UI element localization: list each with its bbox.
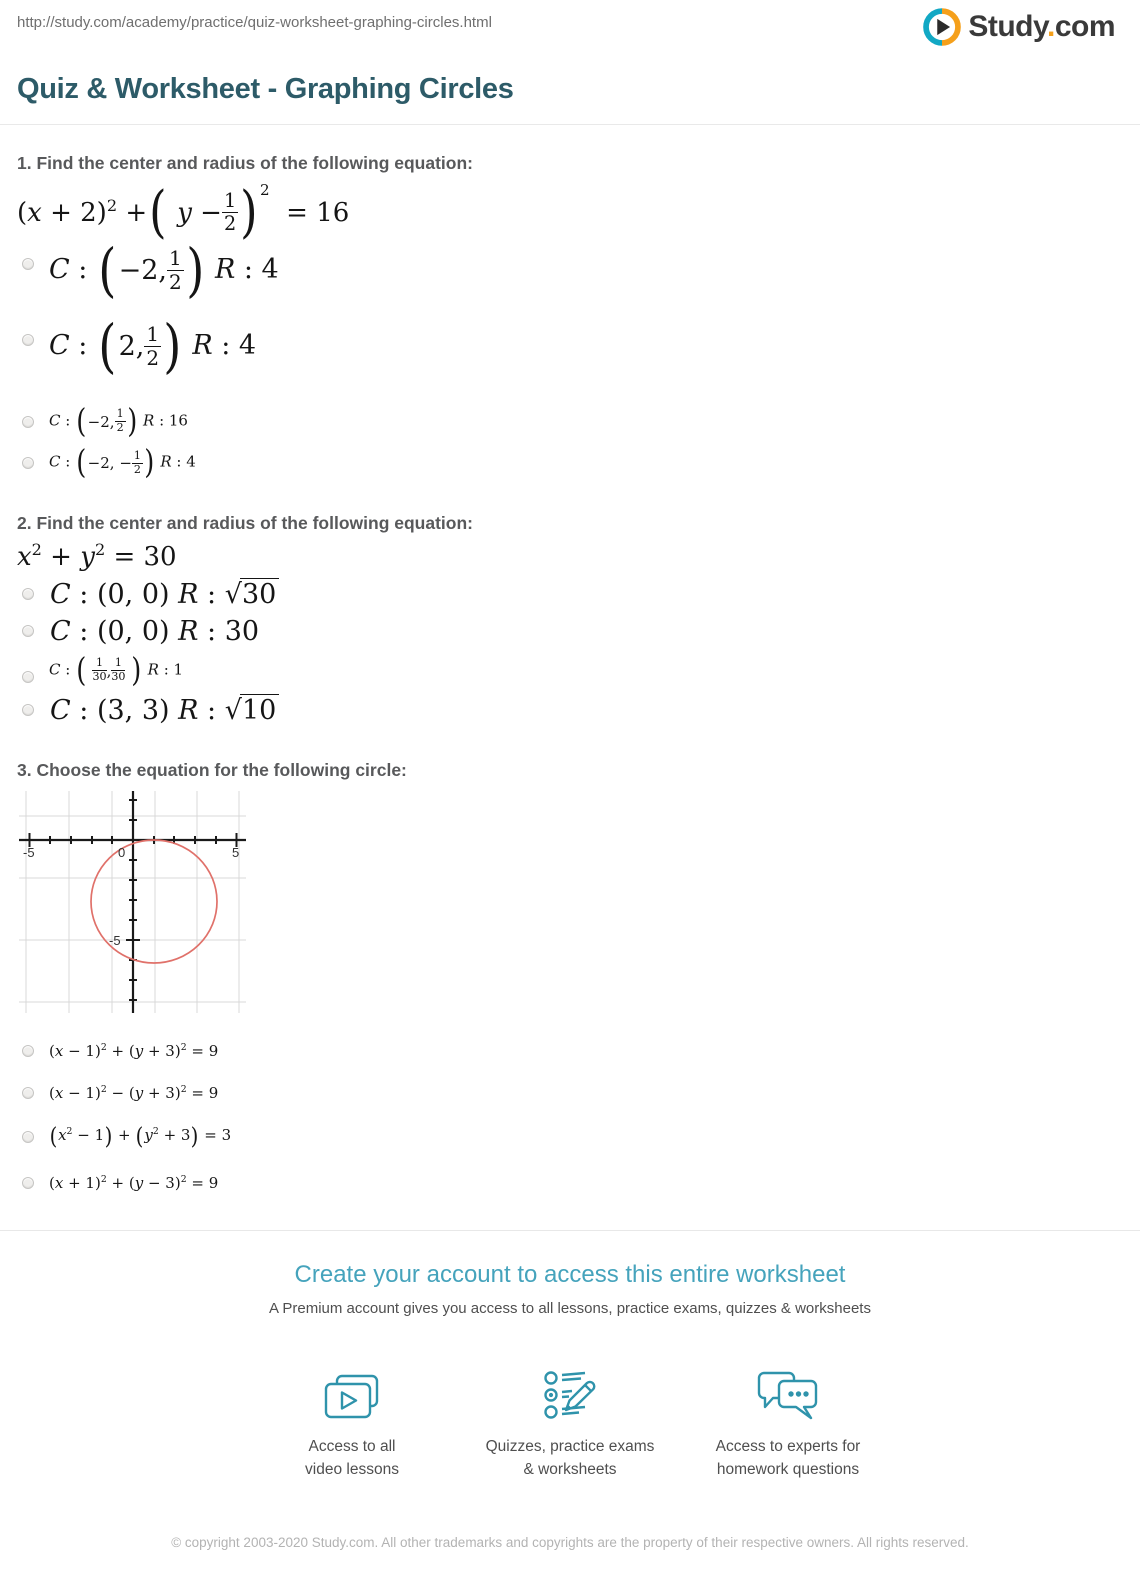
- question-3: [17, 760, 1123, 1192]
- q2-option-3-radio[interactable]: [22, 671, 34, 683]
- q3-option-4-math: $(x + 1)^2 + (y - 3)^2 = 9$: [49, 1174, 219, 1193]
- q1-option-3: [22, 402, 1123, 440]
- q1-option-3-radio[interactable]: [22, 416, 34, 428]
- q3-option-1-radio[interactable]: [22, 1045, 34, 1057]
- account-cta-heading[interactable]: Create your account to access this entire worksheet: [294, 1261, 846, 1289]
- q1-option-1: [22, 236, 1123, 318]
- account-cta-section: [0, 1230, 1140, 1554]
- homework-experts-icon: [679, 1361, 897, 1423]
- q2-option-2-radio[interactable]: [22, 625, 34, 637]
- circle-graph: [17, 789, 1123, 1020]
- q1-option-4-radio[interactable]: [22, 457, 34, 469]
- url-text: http://study.com/academy/practice/quiz-worksheet-graphing-circles.html: [17, 14, 492, 31]
- question-2-prompt: 2. Find the center and radius of the following equation:: [17, 512, 473, 533]
- q3-option-4-radio[interactable]: [22, 1177, 34, 1189]
- y-axis-min-label: -5: [109, 933, 121, 949]
- q3-option-1: [22, 1042, 1123, 1060]
- question-3-prompt: 3. Choose the equation for the following circle:: [17, 760, 407, 781]
- x-axis-min-label: -5: [23, 845, 35, 861]
- q3-option-3-radio[interactable]: [22, 1131, 34, 1143]
- q3-option-2-math: $(x - 1)^2 - (y + 3)^2 = 9$: [49, 1084, 219, 1103]
- q2-option-4-radio[interactable]: [22, 704, 34, 716]
- q3-option-3-math: $(x^2 - 1) + (y^2 + 3) = 3$: [49, 1123, 232, 1151]
- page-header: [0, 0, 1140, 43]
- feature-quizzes-worksheets: [461, 1361, 679, 1481]
- studycom-logo-icon: [923, 8, 961, 46]
- q2-option-1-radio[interactable]: [22, 588, 34, 600]
- q3-option-2-radio[interactable]: [22, 1087, 34, 1099]
- q2-option-4: [22, 694, 1123, 726]
- q3-option-4: [22, 1174, 1123, 1192]
- q3-option-3: [22, 1123, 1123, 1151]
- video-lessons-icon: [243, 1361, 461, 1423]
- q1-option-2-math: C : ( 2, $\frac{1}{2}$ ) R : 4: [49, 312, 257, 380]
- origin-label: 0: [118, 845, 126, 861]
- q1-option-2-radio[interactable]: [22, 334, 34, 346]
- studycom-logo[interactable]: [923, 8, 1115, 46]
- q1-option-2: [22, 312, 1123, 394]
- feature-video-lessons: [243, 1361, 461, 1481]
- feature-quizzes-worksheets-label: Quizzes, practice exams & worksheets: [485, 1438, 655, 1478]
- question-2: [17, 513, 1123, 726]
- features-row: [0, 1361, 1140, 1481]
- question-1-prompt: 1. Find the center and radius of the following equation:: [17, 153, 473, 173]
- title-divider: [0, 124, 1140, 125]
- q1-option-4-math: C : ( −2, − $\frac{1}{2}$ ) R : 4: [49, 443, 196, 482]
- q1-option-1-math: C : ( −2, $\frac{1}{2}$ ) R : 4: [49, 236, 279, 304]
- question-1-equation: $(x + 2)^2$ + ( y − $\frac{1}{2}$ ) $^2$ = 16: [17, 180, 350, 246]
- q3-option-1-math: $(x - 1)^2 + (y + 3)^2 = 9$: [49, 1042, 219, 1061]
- q2-option-3: [22, 650, 1123, 689]
- account-cta-subheading: A Premium account gives you access to all lessons, practice exams, quizzes & worksheets: [269, 1300, 871, 1318]
- q2-option-4-math: C : (3, 3) R : √10: [50, 694, 279, 726]
- q1-option-3-math: C : ( −2, $\frac{1}{2}$ ) R : 16: [49, 402, 188, 440]
- x-axis-max-label: 5: [232, 845, 240, 861]
- quizzes-worksheets-icon: [461, 1361, 679, 1423]
- logo-text: Study.com: [968, 10, 1115, 43]
- page-title: Quiz & Worksheet - Graphing Circles: [17, 73, 514, 105]
- q3-option-2: [22, 1084, 1123, 1102]
- q2-option-2: [22, 616, 1123, 647]
- feature-homework-experts-label: Access to experts for homework questions: [715, 1438, 861, 1478]
- q1-option-1-radio[interactable]: [22, 258, 34, 270]
- feature-video-lessons-label: Access to all video lessons: [305, 1438, 399, 1478]
- q2-option-1-math: C : (0, 0) R : √30: [50, 578, 279, 610]
- q2-option-1: [22, 578, 1123, 610]
- q2-option-2-math: C : (0, 0) R : 30: [50, 615, 260, 647]
- question-1: [17, 153, 1123, 482]
- copyright-text: © copyright 2003-2020 Study.com. All other trademarks and copyrights are the property of their respective owners. All rights reserved.: [171, 1535, 969, 1551]
- q1-option-4: [22, 443, 1123, 482]
- question-2-equation: $x^2 + y^2 = 30$: [17, 539, 177, 572]
- q2-option-3-math: C : ( $\frac{1}{30}$ , $\frac{1}{30}$ ) R : 1: [49, 650, 184, 689]
- feature-homework-experts: [679, 1361, 897, 1481]
